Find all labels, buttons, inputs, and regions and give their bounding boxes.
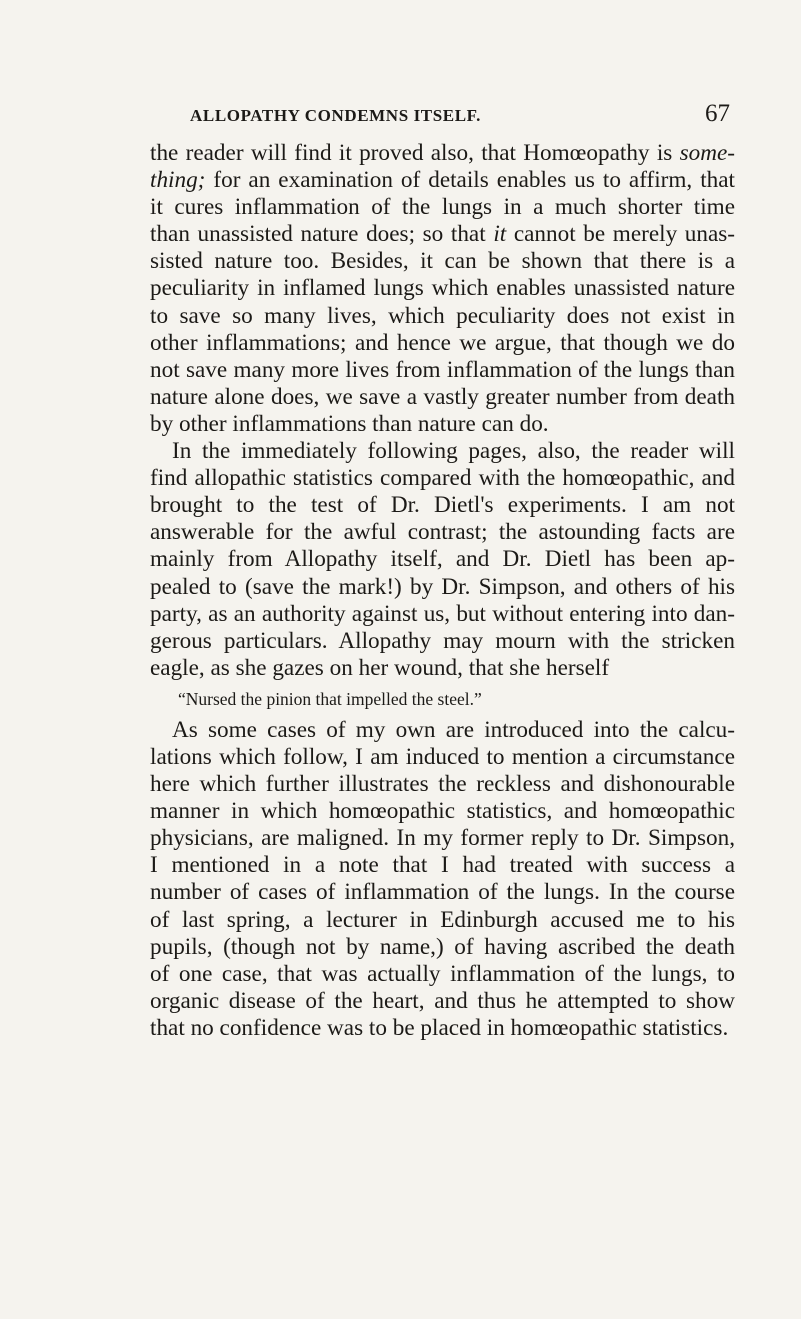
body-text	[150, 140, 735, 1042]
text-line: number of cases of inflammation of the lungs. In the course	[150, 879, 735, 906]
text-line: lations which follow, I am induced to mention a circumstance	[150, 743, 735, 770]
text-line: of last spring, a lecturer in Edinburgh accused me to his	[150, 906, 735, 933]
text-line: sisted nature too. Besides, it can be shown that there is a	[150, 248, 735, 275]
text-line: that no confidence was to be placed in homœopathic statistics.	[150, 1014, 729, 1041]
page-number: 67	[705, 100, 730, 127]
text-line: manner in which homœopathic statistics, and homœopathic	[150, 798, 735, 825]
text-line: find allopathic statistics compared with the homœopathic, and	[150, 465, 735, 492]
text-line: the reader will find it proved also, that Homœopathy is some-	[150, 140, 735, 166]
text-line: other inflammations; and hence we argue, that though we do	[150, 329, 735, 356]
text-line: here which further illustrates the reckless and dishonourable	[150, 771, 735, 798]
text-line: peculiarity in inflamed lungs which enables unassisted nature	[150, 275, 735, 302]
text-line: not save many more lives from inflammation of the lungs than	[150, 356, 735, 383]
text-line: nature alone does, we save a vastly greater number from death	[150, 383, 735, 410]
page-header	[150, 100, 730, 136]
paragraph-2	[150, 438, 735, 682]
text-line: to save so many lives, which peculiarity does not exist in	[150, 302, 735, 329]
text-line: I mentioned in a note that I had treated with success a	[150, 852, 735, 879]
text-line: eagle, as she gazes on her wound, that she herself	[150, 654, 610, 681]
text-line: pupils, (though not by name,) of having ascribed the death	[150, 933, 735, 960]
text-line: thing; for an examination of details enables us to affirm, that	[150, 167, 735, 194]
text-line: it cures inflammation of the lungs in a much shorter time	[150, 194, 735, 221]
text-line: of one case, that was actually inflammation of the lungs, to	[150, 960, 735, 987]
text-line: gerous particulars. Allopathy may mourn with the stricken	[150, 627, 735, 654]
text-line: answerable for the awful contrast; the astounding facts are	[150, 519, 735, 546]
text-line: brought to the test of Dr. Dietl's experiments. I am not	[150, 492, 735, 519]
text-line: organic disease of the heart, and thus he attempted to show	[150, 987, 735, 1014]
text-line: physicians, are maligned. In my former reply to Dr. Simpson,	[150, 825, 735, 852]
block-quote: “Nursed the pinion that impelled the steel.”	[178, 688, 482, 709]
text-line: As some cases of my own are introduced into the calcu-	[172, 716, 735, 743]
text-line: In the immediately following pages, also, the reader will	[172, 438, 735, 465]
running-title: ALLOPATHY CONDEMNS ITSELF.	[190, 106, 481, 125]
paragraph-1	[150, 140, 735, 438]
text-line: pealed to (save the mark!) by Dr. Simpson, and others of his	[150, 573, 735, 600]
text-line: than unassisted nature does; so that it cannot be merely unas-	[150, 221, 735, 248]
paragraph-3	[150, 717, 735, 1042]
text-line: by other inflammations than nature can do.	[150, 410, 549, 437]
text-line: party, as an authority against us, but without entering into dan-	[150, 600, 735, 627]
text-line: mainly from Allopathy itself, and Dr. Dietl has been ap-	[150, 546, 735, 573]
